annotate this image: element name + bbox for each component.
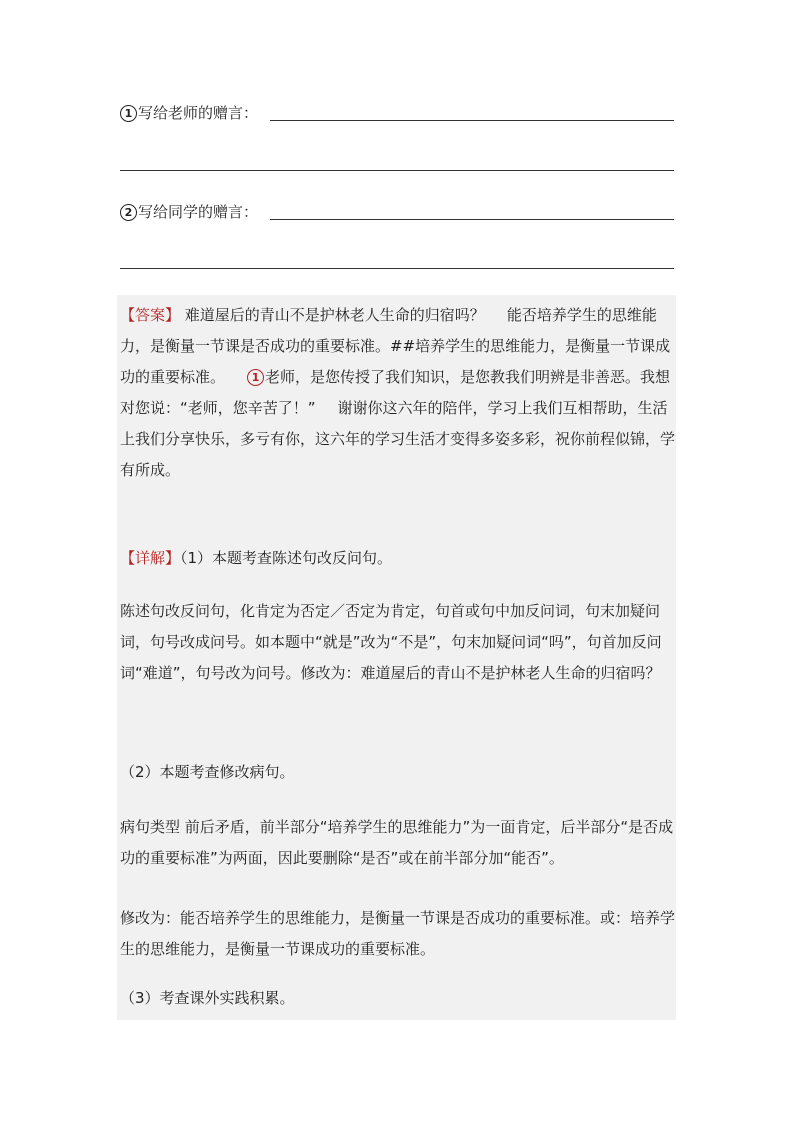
answer-tag: 【答案】 [120,306,181,324]
answer-block [120,300,676,486]
answer-line [120,268,674,269]
detail-text: 病句类型 前后矛盾，前半部分“培养学生的思维能力”为一面肯定，后半部分“是否成功的重要标准”为两面，因此要删除“是否”或在前半部分加“能否”。 [120,818,674,867]
circled-number-1: 1 [247,369,264,386]
detail-p2-fix [120,903,676,965]
detail-p2-body [120,812,676,874]
detail-p3-head [120,983,676,1014]
answer-part-4: 谢谢你这六年的陪伴，学习上我们互相帮助，生活上我们分享快乐，多亏有你，这六年的学习生活才变得多姿多彩，祝你前程似锦，学有所成。 [120,399,676,479]
answer-line [270,219,674,220]
circled-number-1: 1 [120,105,137,122]
detail-tag: 【详解】 [120,549,181,567]
answer-line [120,170,674,171]
answer-part-3: 老师，是您传授了我们知识，是您教我们明辨是非善恶。我想对您说：“老师，您辛苦了！” [120,368,671,417]
circled-number-2: 2 [120,204,137,221]
detail-text: （2）本题考查修改病句。 [120,763,295,781]
question-1-label: 写给老师的赠言： [138,104,259,122]
detail-text: 陈述句改反问句，化肯定为否定／否定为肯定，句首或句中加反问词，句末加疑问词，句号改成问号。如本题中“就是”改为“不是”，句末加疑问词“吗”，句首加反问词“难道”，句号改为问号。修改为：难道屋后的青山不是护林老人生命的归宿吗？ [120,602,662,682]
question-1 [120,103,258,123]
question-2 [120,202,258,222]
detail-text: 修改为：能否培养学生的思维能力，是衡量一节课是否成功的重要标准。或：培养学生的思维能力，是衡量一节课成功的重要标准。 [120,909,676,958]
answer-part-1: 难道屋后的青山不是护林老人生命的归宿吗？ [184,306,485,324]
detail-p1-body [120,596,676,689]
detail-p1-head: （1）本题考查陈述句改反问句。 [180,549,393,567]
answer-line [270,120,674,121]
detail-heading [120,543,676,574]
question-2-label: 写给同学的赠言： [138,203,259,221]
detail-text: （3）考查课外实践积累。 [120,989,295,1007]
detail-p2-head [120,757,676,788]
answer-part-2: 能否培养学生的思维能力，是衡量一节课是否成功的重要标准。##培养学生的思维能力，是衡量一节课成功的重要标准。 [120,306,671,386]
